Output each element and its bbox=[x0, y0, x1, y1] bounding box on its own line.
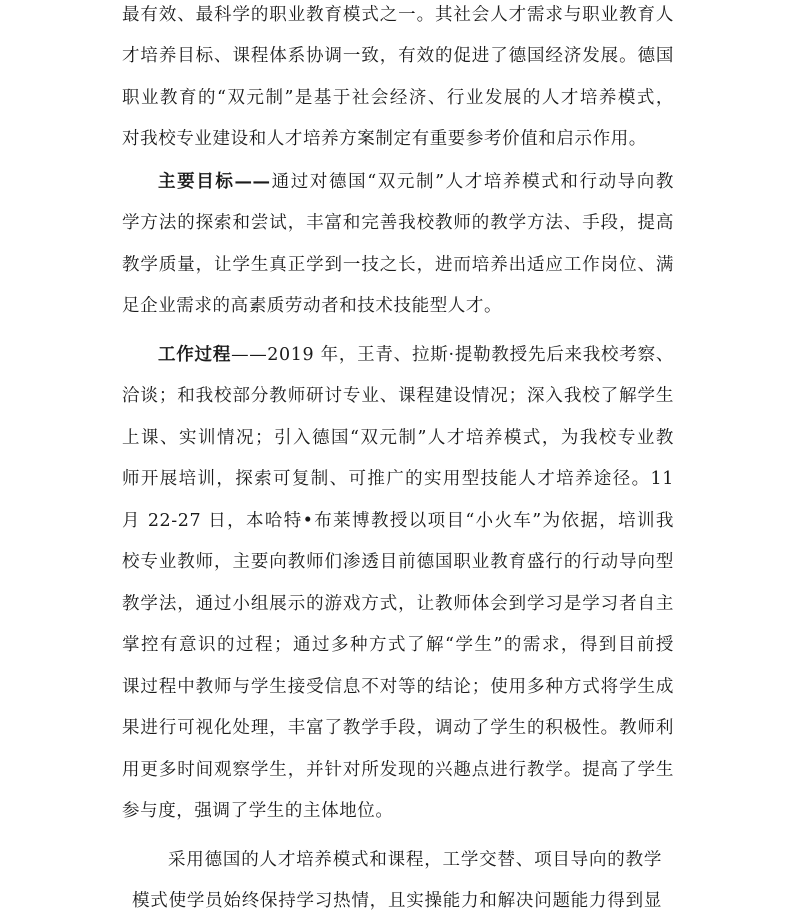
paragraph-1-line: 职业教育的“双元制”是基于社会经济、行业发展的人才培养模式， bbox=[122, 88, 674, 108]
paragraph-2-line: 足企业需求的高素质劳动者和技术技能型人才。 bbox=[122, 296, 503, 316]
paragraph-1-line: 对我校专业建设和人才培养方案制定有重要参考价值和启示作用。 bbox=[122, 129, 647, 149]
paragraph-3-line: 掌控有意识的过程；通过多种方式了解“学生”的需求，得到目前授 bbox=[122, 635, 674, 655]
paragraph-3-first-line bbox=[158, 344, 674, 366]
paragraph-3-line: 校专业教师，主要向教师们渗透目前德国职业教育盛行的行动导向型 bbox=[122, 552, 674, 572]
paragraph-3-line: 用更多时间观察学生，并针对所发现的兴趣点进行教学。提高了学生 bbox=[122, 760, 674, 780]
paragraph-1-line: 才培养目标、课程体系协调一致，有效的促进了德国经济发展。德国 bbox=[122, 46, 674, 66]
paragraph-2-first-line bbox=[158, 171, 674, 193]
paragraph-3-line: 洽谈；和我校部分教师研讨专业、课程建设情况；深入我校了解学生 bbox=[122, 386, 674, 406]
paragraph-3-line: 师开展培训，探索可复制、可推广的实用型技能人才培养途径。11 bbox=[122, 469, 674, 489]
paragraph-3-text: ——2019 年，王青、拉斯·提勒教授先后来我校考察、 bbox=[231, 345, 674, 365]
paragraph-2-line: 学方法的探索和尝试，丰富和完善我校教师的教学方法、手段，提高 bbox=[122, 213, 674, 233]
paragraph-3-line: 参与度，强调了学生的主体地位。 bbox=[122, 801, 394, 821]
paragraph-4-line: 模式使学员始终保持学习热情，且实操能力和解决问题能力得到显 bbox=[132, 891, 662, 911]
paragraph-3-line: 教学法，通过小组展示的游戏方式，让教师体会到学习是学习者自主 bbox=[122, 594, 674, 614]
paragraph-3-line: 课过程中教师与学生接受信息不对等的结论；使用多种方式将学生成 bbox=[122, 677, 674, 697]
paragraph-3-line: 上课、实训情况；引入德国“双元制”人才培养模式，为我校专业教 bbox=[122, 428, 674, 448]
paragraph-1-line: 最有效、最科学的职业教育模式之一。其社会人才需求与职业教育人 bbox=[122, 5, 674, 25]
work-process-heading: 工作过程 bbox=[158, 345, 232, 365]
paragraph-2-line: 教学质量，让学生真正学到一技之长，进而培养出适应工作岗位、满 bbox=[122, 255, 674, 275]
paragraph-2-text: 通过对德国“双元制”人才培养模式和行动导向教 bbox=[270, 172, 674, 192]
main-goal-heading: 主要目标—— bbox=[158, 172, 271, 192]
paragraph-3-line: 月 22-27 日，本哈特•布莱博教授以项目“小火车”为依据，培训我 bbox=[122, 511, 674, 531]
paragraph-4-line: 采用德国的人才培养模式和课程，工学交替、项目导向的教学 bbox=[168, 850, 662, 870]
paragraph-3-line: 果进行可视化处理，丰富了教学手段，调动了学生的积极性。教师利 bbox=[122, 718, 674, 738]
